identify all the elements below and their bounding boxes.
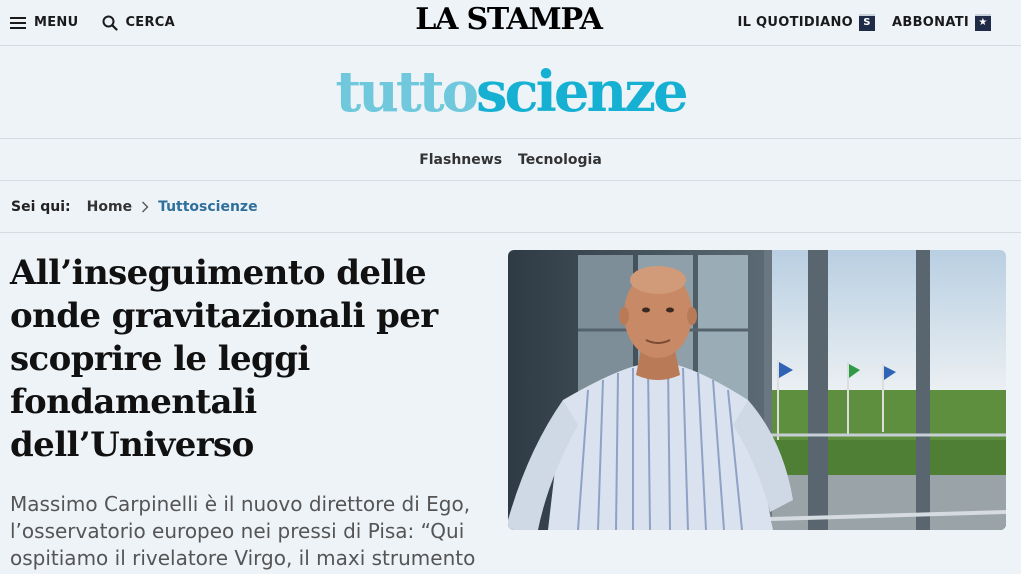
quotidiano-label: IL QUOTIDIANO (737, 15, 854, 30)
top-bar (0, 0, 1021, 46)
quotidiano-link[interactable] (738, 14, 876, 31)
breadcrumb-current-link[interactable]: Tuttoscienze (158, 198, 258, 215)
section-header (0, 46, 1021, 139)
top-bar-right (738, 0, 992, 45)
search-button[interactable] (102, 15, 175, 31)
top-bar-left (10, 0, 175, 45)
subnav-item-flashnews[interactable]: Flashnews (419, 151, 503, 168)
breadcrumb (0, 181, 1021, 233)
hamburger-icon (10, 17, 26, 29)
chevron-right-icon (141, 201, 149, 213)
menu-button[interactable] (10, 15, 78, 30)
search-label: CERCA (125, 15, 175, 30)
article-photo[interactable] (508, 250, 1006, 530)
article-summary: Massimo Carpinelli è il nuovo direttore di Ego, l’osservatorio europeo nei pressi di Pisa: “Qui ospitiamo il rivelatore Virgo, il maxi strumento (10, 492, 476, 570)
section-brand-logo[interactable] (0, 52, 1021, 132)
star-badge-icon: ★ (975, 14, 991, 31)
abbonati-link[interactable] (892, 14, 991, 31)
section-subnav (0, 139, 1021, 181)
breadcrumb-home-link[interactable]: Home (86, 198, 133, 215)
menu-label: MENU (34, 15, 79, 30)
search-icon (102, 15, 118, 31)
breadcrumb-label: Sei qui: (11, 198, 71, 215)
site-logo[interactable]: LA STAMPA (415, 2, 602, 37)
abbonati-label: ABBONATI (892, 15, 969, 30)
brand-dark-text: scienze (476, 59, 686, 125)
brand-light-text: tutto (335, 59, 476, 125)
newspaper-s-icon: S (859, 14, 875, 31)
article-title[interactable]: All’inseguimento delle onde gravitazionali per scoprire le leggi fondamentali dell’Universo (10, 253, 438, 465)
subnav-item-tecnologia[interactable]: Tecnologia (518, 151, 602, 168)
